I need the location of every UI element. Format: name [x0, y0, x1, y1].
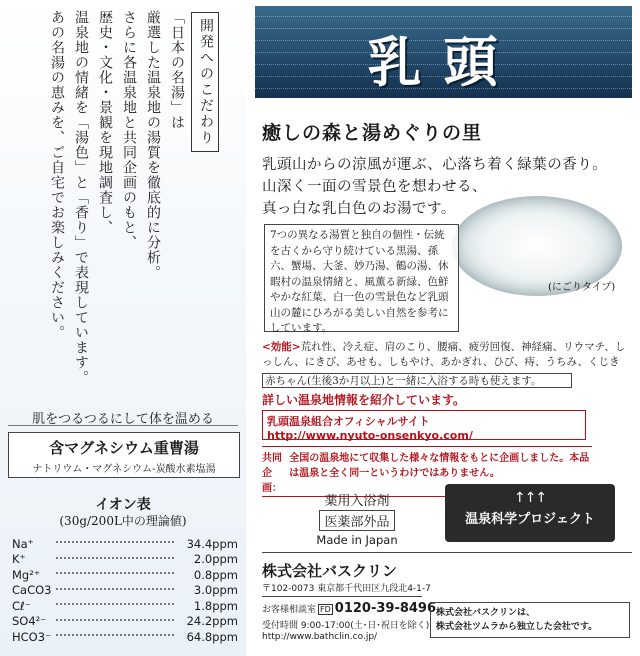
effects [262, 340, 632, 370]
leader-dots [56, 634, 174, 636]
arrow-up-icon: ↑↑↑ [513, 490, 547, 506]
detail-info-heading: 詳しい温泉地情報を紹介しています。 [262, 393, 466, 407]
ion-name: SO4²⁻ [12, 614, 47, 629]
company-website-link[interactable]: http://www.bathclin.co.jp/ [262, 632, 378, 642]
ion-row [12, 552, 238, 568]
ion-name: HCO3⁻ [12, 629, 52, 644]
leader-dots [56, 557, 174, 559]
freedial-icon: FD [320, 605, 331, 614]
joint-planning-text: 全国の温泉地にて収集した様々な情報をもとに企画しました。本品は温泉と全く同一というわけではありません。 [289, 453, 590, 479]
quasi-drug-label [302, 490, 412, 547]
left-panel [0, 0, 246, 656]
science-project-text: 温泉科学プロジェクト [465, 512, 595, 527]
independence-line: 株式会社バスクリンは、 [436, 608, 536, 618]
ion-value: 0.8ppm [193, 567, 238, 582]
ion-table-subtitle: (30g/200L中の理論値) [59, 514, 187, 528]
description-line: 山深く一面の雪景色を想わせる、 [262, 179, 487, 195]
contact-line [262, 601, 436, 616]
ion-value: 24.2ppm [186, 614, 238, 629]
company-name: 株式会社バスクリン [262, 562, 398, 580]
medicated-bath-text: 薬用入浴剤 [324, 494, 390, 509]
water-type-label: (にごりタイプ) [548, 282, 616, 293]
leader-dots [56, 572, 174, 574]
description-line: 真っ白な乳白色のお湯です。 [262, 201, 456, 217]
development-story [8, 10, 238, 385]
brand-header [255, 6, 632, 98]
official-site-link[interactable]: http://www.nyuto-onsenkyo.com/ [267, 429, 473, 442]
ion-value: 64.8ppm [186, 629, 238, 644]
science-project-badge [445, 484, 615, 542]
baby-notice: 赤ちゃん(生後3か月以上)と一緒に入浴する時も使えます。 [262, 373, 572, 388]
divider [262, 596, 422, 597]
spring-type-subtitle: ナトリウム・マグネシウム-炭酸水素塩湯 [32, 464, 216, 475]
contact-label: お客様相談室 [262, 605, 317, 615]
independence-line: 株式会社ツムラから独立した会社です。 [436, 622, 598, 632]
company-address: 〒102-0073 東京都千代田区九段北4-1-7 [262, 584, 431, 594]
effects-text: 荒れ性、冷え症、肩のこり、腰痛、疲労回復、神経痛、リウマチ、しっしん、にきび、あせも、しもやけ、あかぎれ、ひび、痔、うちみ、くじき [262, 341, 626, 368]
ion-name: Mg²⁺ [12, 567, 40, 582]
seven-springs-box: 7つの異なる湯質と独自の個性・伝統を古くから守り続けている黒湯、孫六、蟹場、大釜、妙乃湯、鶴の湯、休暇村の温泉情緒と、風薫る新緑、色鮮やかな紅葉、白一色の雪景色など乳頭山の麓にひろがる美しい自然を参考にしています。 [264, 224, 459, 332]
reception-hours: 受付時間 9:00-17:00(土･日･祝日を除く) [262, 621, 430, 631]
ion-row [12, 583, 238, 599]
spring-type-box [8, 432, 240, 478]
ion-value: 3.0ppm [193, 583, 238, 598]
ion-name: K⁺ [12, 552, 26, 567]
spring-type-title: 含マグネシウム重曹湯 [49, 439, 199, 457]
ion-name: CaCO3 [12, 583, 52, 598]
development-heading: 開発へのこだわり [191, 12, 219, 152]
story-column-4: 歴史・文化・景観を現地調査し、 [97, 10, 113, 235]
ion-row [12, 629, 238, 645]
leader-dots [56, 619, 174, 621]
quasi-drug-badge: 医薬部外品 [319, 510, 394, 531]
official-site-box [262, 410, 586, 440]
tagline: 癒しの森と湯めぐりの里 [262, 122, 483, 144]
story-column-2: 厳選した温泉地の湯質を徹底的に分析。 [145, 10, 161, 280]
story-column-1: 「日本の名湯」は [169, 10, 185, 130]
ion-table [12, 536, 238, 645]
independence-notice [430, 602, 630, 638]
wave-decoration [255, 16, 632, 19]
phone-number[interactable]: 0120-39-8496 [334, 601, 437, 616]
ion-row [12, 614, 238, 630]
story-column-3: さらに各温泉地と共同企画のもと、 [121, 10, 137, 250]
story-column-5: 温泉地の情緒を「湯色」と「香り」で表現しています。 [73, 10, 89, 385]
ion-name: Cℓ⁻ [12, 598, 31, 613]
ion-value: 34.4ppm [186, 536, 238, 551]
skin-benefit-text: 肌をつるつるにして体を温める [32, 412, 214, 427]
brand-title: 乳頭 [367, 30, 520, 94]
official-site-title: 乳頭温泉組合オフィシャルサイト [267, 415, 430, 428]
ion-row [12, 567, 238, 583]
story-column-6: あの名湯の恵みを、ご自宅でお楽しみください。 [49, 10, 65, 340]
leader-dots [56, 588, 174, 590]
ion-name: Na⁺ [12, 536, 34, 551]
joint-planning-label: 共同企画： [262, 453, 282, 494]
effects-label: <効能> [262, 341, 301, 353]
leader-dots [56, 541, 174, 543]
ion-row [12, 598, 238, 614]
description-line: 乳頭山からの涼風が運ぶ、心落ち着く緑葉の香り。 [262, 157, 608, 173]
ion-table-title: イオン表 [95, 497, 151, 513]
ion-value: 1.8ppm [193, 598, 238, 613]
origin-text: Made in Japan [316, 533, 398, 547]
divider [8, 425, 238, 426]
ion-row [12, 536, 238, 552]
ion-value: 2.0ppm [193, 552, 238, 567]
divider [262, 552, 632, 553]
leader-dots [56, 603, 174, 605]
